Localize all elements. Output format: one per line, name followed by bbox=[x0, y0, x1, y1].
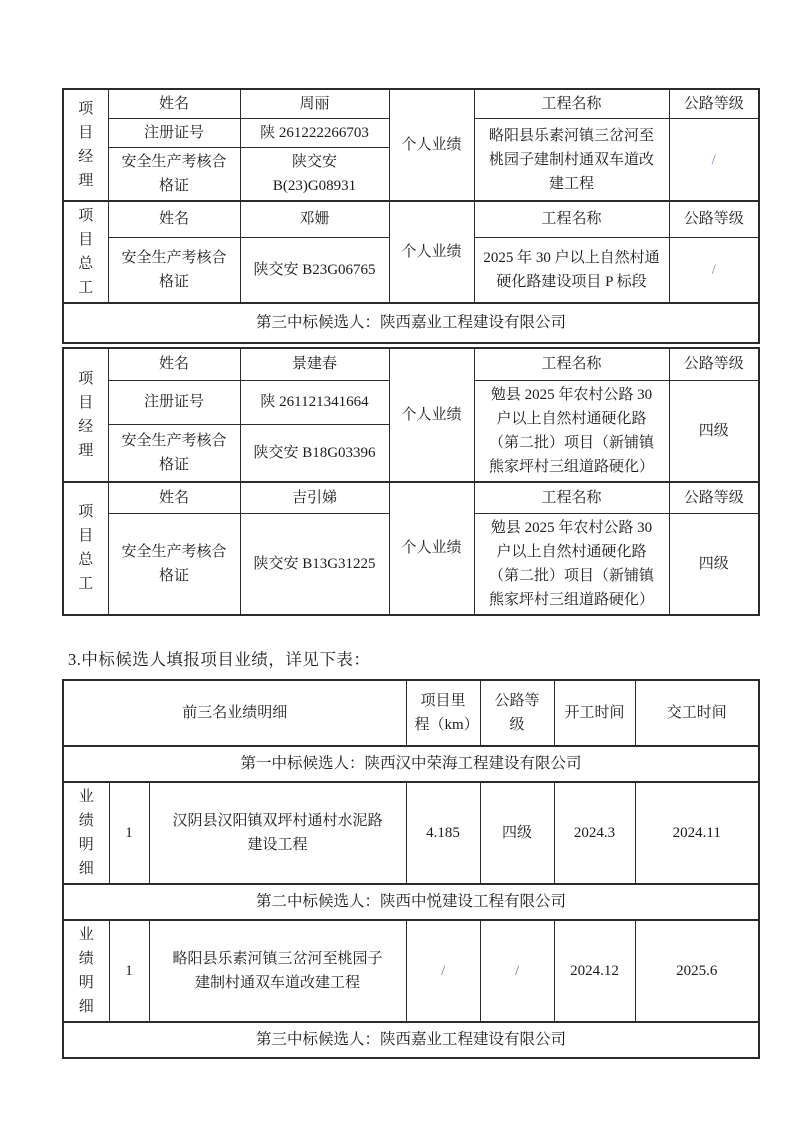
field-label-safety-cert: 安全生产考核合格证 bbox=[108, 237, 240, 303]
project-name: 勉县 2025 年农村公路 30 户以上自然村通硬化路（第二批）项目（新铺镇熊家坪村三组道路硬化） bbox=[474, 514, 669, 616]
project-name-header: 工程名称 bbox=[474, 348, 669, 380]
field-label-name: 姓名 bbox=[108, 482, 240, 514]
field-label-name: 姓名 bbox=[108, 89, 240, 119]
entry-grade: / bbox=[480, 920, 554, 1022]
project-name-header: 工程名称 bbox=[474, 89, 669, 119]
entry-mileage: 4.185 bbox=[406, 782, 480, 884]
entry-label: 业绩明细 bbox=[63, 920, 109, 1022]
field-value-name: 邓姗 bbox=[240, 201, 389, 237]
entry-end-date: 2025.6 bbox=[635, 920, 759, 1022]
road-grade-header: 公路等级 bbox=[669, 482, 759, 514]
entry-label: 业绩明细 bbox=[63, 782, 109, 884]
role-cell-chief-engineer: 项目总工 bbox=[63, 482, 108, 616]
candidate-row-third: 第三中标候选人：陕西嘉业工程建设有限公司 bbox=[63, 1022, 759, 1058]
column-header-detail: 前三名业绩明细 bbox=[63, 680, 406, 746]
candidate-row-second: 第二中标候选人：陕西中悦建设工程有限公司 bbox=[63, 884, 759, 920]
column-header-end-date: 交工时间 bbox=[635, 680, 759, 746]
project-name-header: 工程名称 bbox=[474, 201, 669, 237]
entry-project-name: 略阳县乐素河镇三岔河至桃园子建制村通双车道改建工程 bbox=[149, 920, 406, 1022]
entry-start-date: 2024.3 bbox=[554, 782, 635, 884]
performance-label: 个人业绩 bbox=[389, 348, 474, 482]
road-grade-header: 公路等级 bbox=[669, 348, 759, 380]
candidate-divider-third: 第三中标候选人：陕西嘉业工程建设有限公司 bbox=[63, 303, 759, 343]
candidate-row-first: 第一中标候选人：陕西汉中荣海工程建设有限公司 bbox=[63, 746, 759, 782]
section-heading-performance: 3.中标候选人填报项目业绩，详见下表： bbox=[68, 650, 371, 669]
personnel-table-candidate-2 bbox=[62, 88, 760, 344]
field-value-name: 周丽 bbox=[240, 89, 389, 119]
column-header-start-date: 开工时间 bbox=[554, 680, 635, 746]
entry-end-date: 2024.11 bbox=[635, 782, 759, 884]
project-name: 勉县 2025 年农村公路 30 户以上自然村通硬化路（第二批）项目（新铺镇熊家坪村三组道路硬化） bbox=[474, 380, 669, 482]
entry-project-name: 汉阴县汉阳镇双坪村通村水泥路建设工程 bbox=[149, 782, 406, 884]
entry-grade: 四级 bbox=[480, 782, 554, 884]
road-grade-header: 公路等级 bbox=[669, 201, 759, 237]
field-value-safety-cert: 陕交安 B18G03396 bbox=[240, 425, 389, 482]
road-grade-value: 四级 bbox=[669, 380, 759, 482]
performance-label: 个人业绩 bbox=[389, 201, 474, 303]
performance-records-table bbox=[62, 679, 760, 1059]
role-cell-project-manager: 项目经理 bbox=[63, 348, 108, 482]
field-value-reg-no: 陕 261222266703 bbox=[240, 119, 389, 148]
field-label-safety-cert: 安全生产考核合格证 bbox=[108, 425, 240, 482]
entry-number: 1 bbox=[109, 920, 149, 1022]
field-value-reg-no: 陕 261121341664 bbox=[240, 380, 389, 425]
project-name-header: 工程名称 bbox=[474, 482, 669, 514]
road-grade-header: 公路等级 bbox=[669, 89, 759, 119]
entry-start-date: 2024.12 bbox=[554, 920, 635, 1022]
entry-mileage: / bbox=[406, 920, 480, 1022]
field-value-safety-cert: 陕交安 B(23)G08931 bbox=[240, 148, 389, 202]
field-value-safety-cert: 陕交安 B13G31225 bbox=[240, 514, 389, 616]
field-value-name: 吉引娣 bbox=[240, 482, 389, 514]
field-label-reg-no: 注册证号 bbox=[108, 119, 240, 148]
personnel-table-candidate-3 bbox=[62, 347, 760, 616]
field-label-name: 姓名 bbox=[108, 348, 240, 380]
field-value-safety-cert: 陕交安 B23G06765 bbox=[240, 237, 389, 303]
field-label-safety-cert: 安全生产考核合格证 bbox=[108, 514, 240, 616]
performance-label: 个人业绩 bbox=[389, 89, 474, 201]
performance-label: 个人业绩 bbox=[389, 482, 474, 616]
column-header-mileage: 项目里程（km） bbox=[406, 680, 480, 746]
road-grade-value: / bbox=[669, 237, 759, 303]
field-label-reg-no: 注册证号 bbox=[108, 380, 240, 425]
column-header-grade: 公路等级 bbox=[480, 680, 554, 746]
project-name: 2025 年 30 户以上自然村通硬化路建设项目 P 标段 bbox=[474, 237, 669, 303]
road-grade-value: / bbox=[669, 119, 759, 202]
field-label-name: 姓名 bbox=[108, 201, 240, 237]
role-cell-project-manager: 项目经理 bbox=[63, 89, 108, 201]
project-name: 略阳县乐素河镇三岔河至桃园子建制村通双车道改建工程 bbox=[474, 119, 669, 202]
entry-number: 1 bbox=[109, 782, 149, 884]
field-value-name: 景建春 bbox=[240, 348, 389, 380]
field-label-safety-cert: 安全生产考核合格证 bbox=[108, 148, 240, 202]
role-cell-chief-engineer: 项目总工 bbox=[63, 201, 108, 303]
road-grade-value: 四级 bbox=[669, 514, 759, 616]
